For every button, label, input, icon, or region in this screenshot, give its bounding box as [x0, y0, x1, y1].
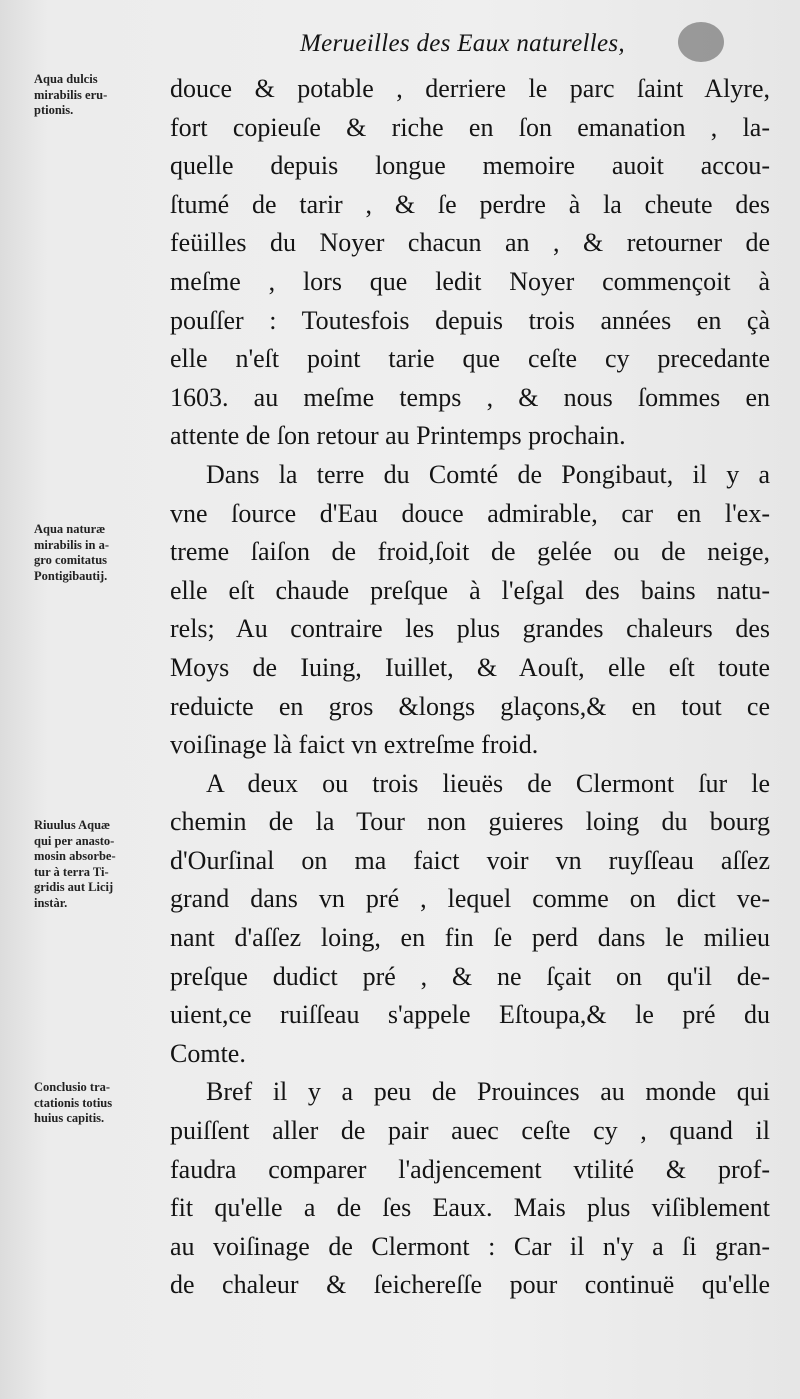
- text-line: Bref il y a peu de Prouinces au monde qui: [206, 1077, 770, 1107]
- margin-note-line: Pontigibautij.: [34, 568, 108, 583]
- text-line: 1603. au meſme temps , & nous ſommes en: [170, 382, 770, 412]
- margin-note-aqua-naturae: [34, 522, 174, 584]
- text-line: grand dans vn pré , lequel comme on dict ve-: [170, 884, 770, 914]
- ink-blot: [678, 22, 724, 62]
- margin-note-line: mirabilis eru-: [34, 87, 108, 102]
- text-line: pouſſer : Toutesfois depuis trois années en çà: [170, 305, 770, 335]
- margin-note-line: Conclusio tra-: [34, 1080, 111, 1094]
- text-line: voiſinage là faict vn extreſme froid.: [170, 730, 539, 760]
- margin-note-line: qui per anasto-: [34, 833, 115, 848]
- text-line: nant d'aſſez loing, en fin ſe perd dans le milieu: [170, 923, 770, 953]
- text-line: meſme , lors que ledit Noyer commençoit à: [170, 266, 770, 296]
- text-line: Dans la terre du Comté de Pongibaut, il y a: [206, 459, 770, 489]
- margin-note-line: Aqua naturæ: [34, 522, 106, 536]
- text-line: treme ſaiſon de froid,ſoit de gelée ou de neige,: [170, 537, 770, 567]
- margin-note-aqua-dulcis: [34, 72, 174, 119]
- text-line: au voiſinage de Clermont : Car il n'y a ſi gran-: [170, 1231, 770, 1261]
- text-line: preſque dudict pré , & ne ſçait on qu'il de-: [170, 961, 770, 991]
- text-line: fit qu'elle a de ſes Eaux. Mais plus viſiblement: [170, 1193, 770, 1223]
- text-line: elle eſt chaude preſque à l'eſgal des bains natu-: [170, 575, 770, 605]
- text-line: attente de ſon retour au Printemps prochain.: [170, 421, 626, 451]
- margin-note-line: Riuulus Aquæ: [34, 818, 111, 832]
- margin-note-line: huius capitis.: [34, 1111, 105, 1125]
- text-line: quelle depuis longue memoire auoit accou-: [170, 151, 770, 181]
- text-line: puiſſent aller de pair auec ceſte cy , quand il: [170, 1116, 770, 1146]
- text-line: de chaleur & ſeichereſſe pour continuë qu'elle: [170, 1270, 770, 1300]
- text-line: feüilles du Noyer chacun an , & retourner de: [170, 228, 770, 258]
- margin-note-conclusio: [34, 1080, 174, 1127]
- margin-note-line: instàr.: [34, 895, 68, 910]
- text-line: faudra comparer l'adjencement vtilité & prof-: [170, 1154, 770, 1184]
- text-line: Comte.: [170, 1038, 246, 1068]
- text-line: douce & potable , derriere le parc ſaint Alyre,: [170, 74, 770, 103]
- text-line: A deux ou trois lieuës de Clermont ſur le: [206, 768, 770, 798]
- text-line: elle n'eſt point tarie que ceſte cy precedante: [170, 344, 770, 374]
- margin-note-line: mosin absorbe-: [34, 849, 116, 863]
- text-line: reduicte en gros &longs glaçons,& en tout ce: [170, 691, 770, 721]
- margin-note-riuulus: [34, 818, 174, 911]
- margin-note-line: mirabilis in a-: [34, 537, 110, 552]
- running-head: Merueilles des Eaux naturelles,: [300, 30, 625, 57]
- text-line: chemin de la Tour non guieres loing du bourg: [170, 807, 770, 837]
- margin-note-line: gridis aut Licij: [34, 880, 114, 894]
- text-line: fort copieuſe & riche en ſon emanation , la-: [170, 112, 770, 142]
- margin-note-line: Aqua dulcis: [34, 72, 98, 86]
- margin-note-line: ctationis totius: [34, 1095, 113, 1110]
- text-line: d'Ourſinal on ma faict voir vn ruyſſeau aſſez: [170, 845, 770, 875]
- margin-note-line: ptionis.: [34, 103, 74, 117]
- margin-note-line: gro comitatus: [34, 553, 108, 567]
- text-line: rels; Au contraire les plus grandes chaleurs des: [170, 614, 770, 644]
- text-line: ſtumé de tarir , & ſe perdre à la cheute des: [170, 189, 770, 219]
- margin-note-line: tur à terra Ti-: [34, 864, 109, 879]
- body-text: [170, 70, 770, 1305]
- text-line: uient,ce ruiſſeau s'appele Eſtoupa,& le pré du: [170, 1000, 770, 1030]
- text-line: vne ſource d'Eau douce admirable, car en l'ex-: [170, 498, 770, 528]
- text-line: Moys de Iuing, Iuillet, & Aouſt, elle eſt toute: [170, 652, 770, 682]
